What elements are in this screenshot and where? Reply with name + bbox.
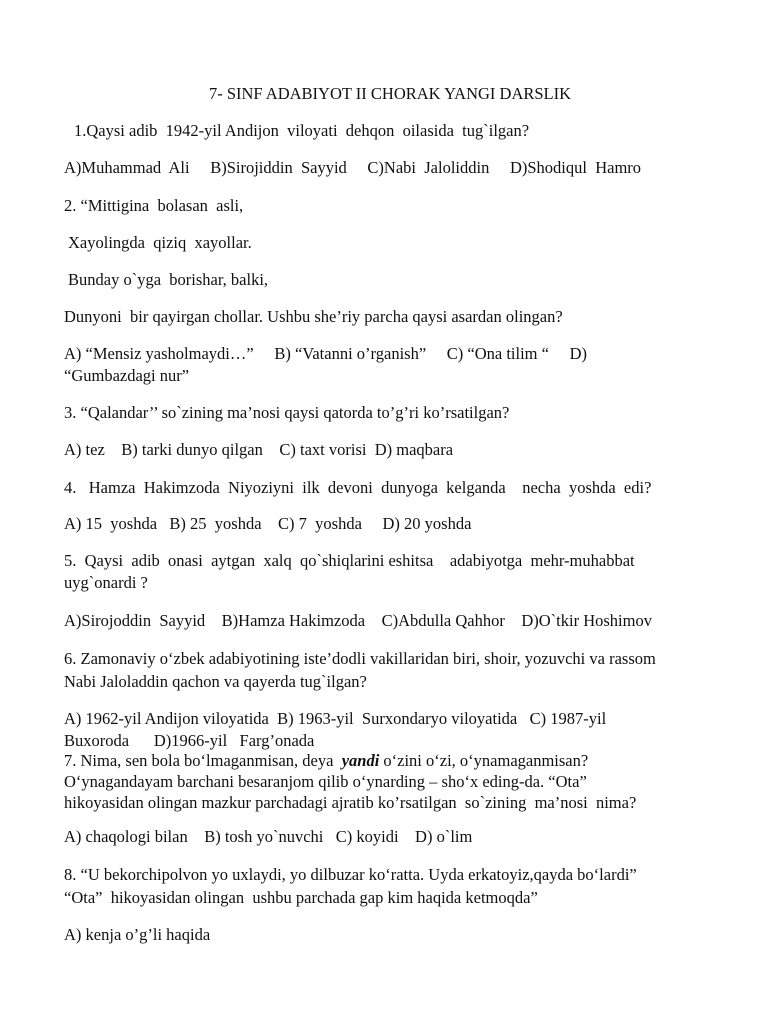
question-7-text-line-1 bbox=[64, 750, 588, 772]
question-3-options: A) tez B) tarki dunyo qilgan C) taxt vorisi D) maqbara bbox=[64, 440, 454, 459]
question-8-options: A) kenja o’g’li haqida bbox=[64, 925, 211, 944]
question-6-options-line-1: A) 1962-yil Andijon viloyatida B) 1963-yil Surxondaryo viloyatida C) 1987-yil bbox=[64, 709, 607, 728]
question-8-text-line-2: “Ota” hikoyasidan olingan ushbu parchada gap kim haqida ketmoqda” bbox=[64, 888, 538, 907]
question-7-text-end: o‘zini o‘zi, o‘ynamaganmisan? bbox=[379, 751, 589, 770]
question-6-text-line-2: Nabi Jaloladdin qachon va qayerda tug`ilgan? bbox=[64, 672, 367, 691]
question-4-options: A) 15 yoshda B) 25 yoshda C) 7 yoshda D) 20 yoshda bbox=[64, 514, 472, 533]
question-2-text-line-1: 2. “Mittigina bolasan asli, bbox=[64, 196, 244, 215]
question-6-text-line-1: 6. Zamonaviy o‘zbek adabiyotining iste’dodli vakillaridan biri, shoir, yozuvchi va rassom bbox=[64, 649, 656, 668]
document-title: 7- SINF ADABIYOT II CHORAK YANGI DARSLIK bbox=[208, 84, 572, 103]
question-7-text-line-3: hikoyasidan olingan mazkur parchadagi ajratib ko’rsatilgan so`zining ma’nosi nima? bbox=[64, 793, 637, 812]
question-1-options: A)Muhammad Ali B)Sirojiddin Sayyid C)Nabi Jaloliddin D)Shodiqul Hamro bbox=[64, 158, 642, 177]
question-2-text-line-2: Xayolingda qiziq xayollar. bbox=[68, 233, 252, 252]
question-5-text-line-1: 5. Qaysi adib onasi aytgan xalq qo`shiqlarini eshitsa adabiyotga mehr-muhabbat bbox=[64, 551, 635, 570]
question-8-text-line-1: 8. “U bekorchipolvon yo uxlaydi, yo dilbuzar ko‘ratta. Uyda erkatoyiz,qayda bo‘lardi” bbox=[64, 865, 637, 884]
question-4-text: 4. Hamza Hakimzoda Niyoziyni ilk devoni dunyoga kelganda necha yoshda edi? bbox=[64, 478, 652, 497]
question-2-text-line-3: Bunday o`yga borishar, balki, bbox=[68, 270, 269, 289]
question-7-text-line-2: O‘ynagandayam barchani besaranjom qilib o‘ynarding – sho‘x eding-da. “Ota” bbox=[64, 772, 587, 791]
question-5-text-line-2: uyg`onardi ? bbox=[64, 573, 148, 592]
question-3-text: 3. “Qalandar’’ so`zining ma’nosi qaysi qatorda to’g’ri ko’rsatilgan? bbox=[64, 403, 510, 422]
question-2-text-line-4: Dunyoni bir qayirgan chollar. Ushbu she’riy parcha qaysi asardan olingan? bbox=[64, 307, 563, 326]
question-1-text: 1.Qaysi adib 1942-yil Andijon viloyati dehqon oilasida tug`ilgan? bbox=[74, 121, 530, 140]
question-7-options: A) chaqologi bilan B) tosh yo`nuvchi C) koyidi D) o`lim bbox=[64, 827, 473, 846]
question-2-options-line-2: “Gumbazdagi nur” bbox=[64, 366, 190, 385]
question-7-highlighted-word: yandi bbox=[341, 751, 380, 770]
question-7-text-start: 7. Nima, sen bola bo‘lmaganmisan, deya bbox=[64, 751, 342, 770]
question-6-options-line-2: Buxoroda D)1966-yil Farg’onada bbox=[64, 731, 315, 750]
question-2-options-line-1: A) “Mensiz yasholmaydi…” B) “Vatanni o’rganish” C) “Ona tilim “ D) bbox=[64, 344, 587, 363]
question-5-options: A)Sirojoddin Sayyid B)Hamza Hakimzoda C)Abdulla Qahhor D)O`tkir Hoshimov bbox=[64, 611, 652, 630]
